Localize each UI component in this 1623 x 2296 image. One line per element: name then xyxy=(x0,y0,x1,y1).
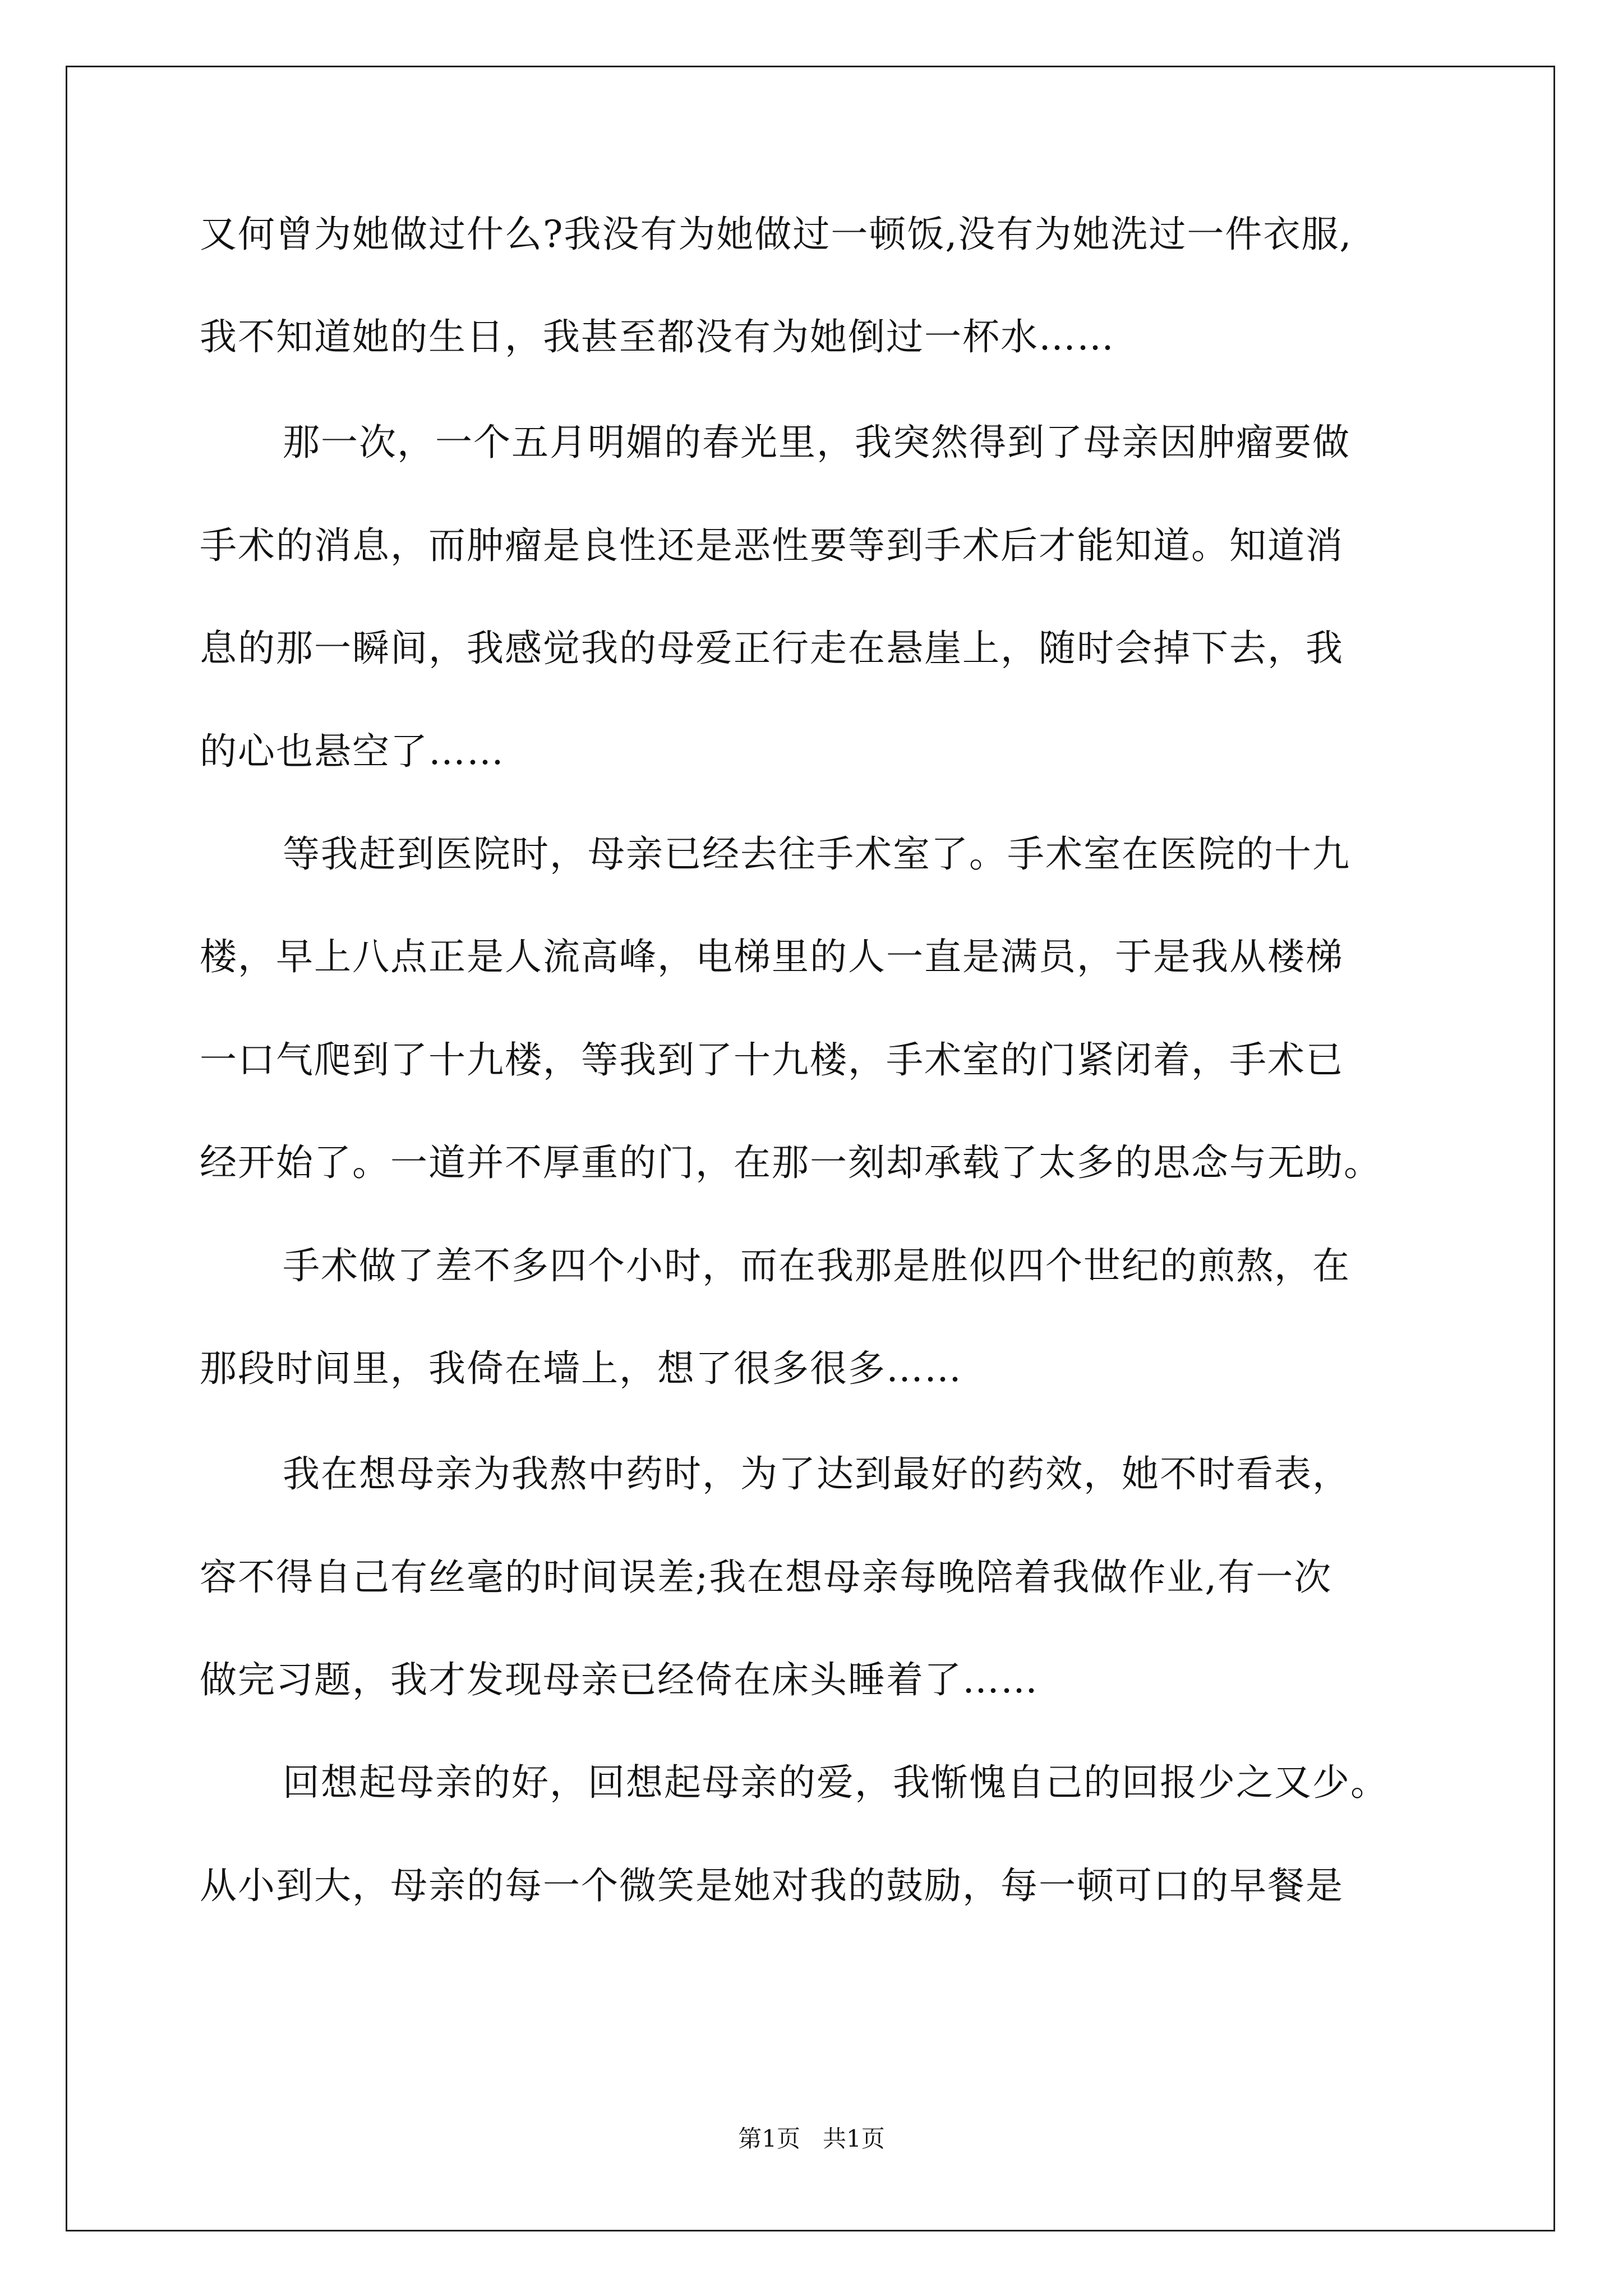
paragraph-first-line: 我在想母亲为我熬中药时，为了达到最好的药效，她不时看表， xyxy=(283,1452,1350,1496)
page-number-label: 第1页 共1页 xyxy=(738,2125,885,2152)
page-footer xyxy=(0,2125,1623,2153)
text-line: 息的那一瞬间，我感觉我的母爱正行走在悬崖上，随时会掉下去，我 xyxy=(200,627,1344,670)
paragraph-first-line: 等我赶到医院时，母亲已经去往手术室了。手术室在医院的十九 xyxy=(283,832,1350,876)
paragraph-first-line: 回想起母亲的好，回想起母亲的爱，我惭愧自己的回报少之又少。 xyxy=(283,1761,1389,1804)
text-line: 从小到大，母亲的每一个微笑是她对我的鼓励，每一顿可口的早餐是 xyxy=(200,1864,1344,1907)
text-line: 的心也悬空了…… xyxy=(200,730,505,773)
text-line: 又何曾为她做过什么?我没有为她做过一顿饭,没有为她洗过一件衣服, xyxy=(200,213,1353,256)
text-line: 容不得自己有丝毫的时间误差;我在想母亲每晚陪着我做作业,有一次 xyxy=(200,1556,1332,1599)
paragraph-first-line: 那一次，一个五月明媚的春光里，我突然得到了母亲因肿瘤要做 xyxy=(283,421,1350,464)
paragraph-first-line: 手术做了差不多四个小时，而在我那是胜似四个世纪的煎熬，在 xyxy=(283,1244,1350,1287)
text-line: 那段时间里，我倚在墙上，想了很多很多…… xyxy=(200,1347,962,1390)
text-line: 一口气爬到了十九楼，等我到了十九楼，手术室的门紧闭着，手术已 xyxy=(200,1038,1344,1082)
text-line: 楼，早上八点正是人流高峰，电梯里的人一直是满员，于是我从楼梯 xyxy=(200,935,1344,978)
text-line: 我不知道她的生日，我甚至都没有为她倒过一杯水…… xyxy=(200,315,1115,358)
text-line: 做完习题，我才发现母亲已经倚在床头睡着了…… xyxy=(200,1658,1039,1701)
text-line: 经开始了。一道并不厚重的门，在那一刻却承载了太多的思念与无助。 xyxy=(200,1141,1382,1184)
text-line: 手术的消息，而肿瘤是良性还是恶性要等到手术后才能知道。知道消 xyxy=(200,524,1344,567)
